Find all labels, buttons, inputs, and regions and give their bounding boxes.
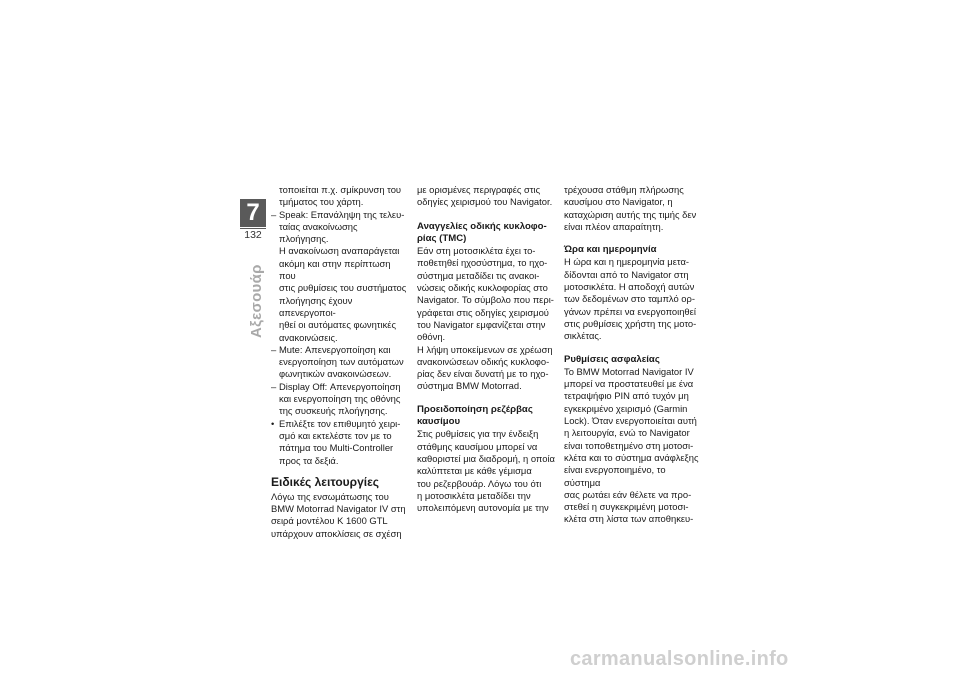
- text-line: υπολειπόμενη αυτονομία με την: [417, 502, 549, 514]
- text-line: φωνητικών ανακοινώσεων.: [279, 368, 392, 380]
- text-line: η λειτουργία, ενώ το Navigator: [564, 427, 690, 439]
- continuation-text: [271, 184, 409, 209]
- text-line: ποθετηθεί ηχοσύστημα, το ηχο-: [417, 257, 548, 269]
- text-line: σμό και εκτελέστε τον με το: [279, 429, 392, 441]
- text-line: στις ρυθμίσεις χρήστη της μοτο-: [564, 317, 697, 329]
- text-line: ακόμη και στην περίπτωση που: [279, 257, 391, 282]
- text-line: με ορισμένες περιγραφές στις: [417, 184, 541, 195]
- text-line: καυσίμου στο Navigator, η: [564, 196, 673, 208]
- continuation-text: [564, 184, 702, 233]
- text-line: των δεδομένων στο ταμπλό ορ-: [564, 293, 695, 305]
- tmc-text-2: [417, 344, 555, 393]
- list-marker: –: [271, 343, 277, 355]
- text-line: καλύπτεται με κάθε γέμισμα: [417, 465, 532, 477]
- text-line: στις ρυθμίσεις του συστήματος: [279, 282, 407, 294]
- text-line: Στις ρυθμίσεις για την ένδειξη: [417, 428, 539, 440]
- text-line: οδηγίες χειρισμού του Navigator.: [417, 196, 553, 208]
- text-line: σύστημα μεταδίδει τις ανακοι-: [417, 269, 540, 281]
- text-line: εγκεκριμένο χειρισμό (Garmin: [564, 402, 688, 414]
- list-marker: –: [271, 208, 277, 220]
- text-line: οθόνη.: [417, 331, 446, 343]
- text-line: είναι τοποθετημένο στη μοτοσι-: [564, 439, 694, 451]
- text-line: σικλέτας.: [564, 330, 602, 342]
- list-item: [271, 418, 409, 467]
- text-line: του Navigator εμφανίζεται στην: [417, 318, 546, 330]
- text-line: Speak: Επανάληψη της τελευ-: [279, 208, 405, 220]
- text-line: Navigator. Το σύμβολο που περι-: [417, 294, 554, 306]
- list-marker: •: [271, 417, 275, 429]
- text-line: Mute: Απενεργοποίηση και: [279, 343, 391, 355]
- heading-time-date: Ώρα και ημερομηνία: [564, 244, 657, 256]
- column-1: [271, 184, 409, 540]
- special-functions-text: [271, 491, 409, 540]
- text-line: ρίας δεν είναι δυνατή με το ηχο-: [417, 368, 549, 380]
- text-line: και ενεργοποίηση της οθόνης: [279, 393, 401, 405]
- text-line: καταχώριση αυτής της τιμής δεν: [564, 208, 697, 220]
- text-line: πάτημα του Multi-Controller: [279, 442, 394, 454]
- text-line: τρέχουσα στάθμη πλήρωσης: [564, 184, 684, 195]
- list-item: [271, 381, 409, 418]
- continuation-text: [417, 184, 555, 209]
- list-item: [271, 344, 409, 381]
- text-line: κλέτα στη λίστα των αποθηκευ-: [564, 513, 694, 525]
- text-line: προς τα δεξιά.: [279, 454, 339, 466]
- text-line: μοτοσικλέτα. Η αποδοχή αυτών: [564, 281, 695, 293]
- list-marker: –: [271, 380, 277, 392]
- heading-traffic-tmc: [417, 221, 555, 246]
- text-line: μπορεί να προστατευθεί με ένα: [564, 378, 694, 390]
- time-date-text: [564, 256, 702, 342]
- option-list: [271, 209, 409, 467]
- text-line: Λόγω της ενσωμάτωσης του: [271, 490, 389, 502]
- text-line: Αναγγελίες οδικής κυκλοφο-: [417, 220, 547, 232]
- column-3: [564, 184, 702, 526]
- text-line: στάθμης καυσίμου μπορεί να: [417, 440, 538, 452]
- fuel-text: [417, 428, 555, 514]
- text-line: στεθεί η συγκεκριμένη μοτοσι-: [564, 501, 689, 513]
- column-2: [417, 184, 555, 514]
- text-line: ρίας (TMC): [417, 232, 467, 244]
- text-line: γράφεται στις οδηγίες χειρισμού: [417, 306, 549, 318]
- chapter-title: Αξεσουάρ: [248, 264, 265, 338]
- text-line: της συσκευής πλοήγησης.: [279, 405, 388, 417]
- list-item: [271, 209, 409, 344]
- text-line: ενεργοποίηση των αυτόματων: [279, 356, 404, 368]
- heading-fuel-warning: [417, 404, 555, 429]
- section-heading-special-functions: Ειδικές λειτουργίες: [271, 474, 380, 489]
- text-line: BMW Motorrad Navigator IV στη: [271, 503, 406, 515]
- text-line: Η ανακοίνωση αναπαράγεται: [279, 245, 400, 257]
- security-text: [564, 366, 702, 526]
- chapter-number: 7: [240, 199, 266, 227]
- text-line: ανακοινώσεων οδικής κυκλοφο-: [417, 355, 550, 367]
- watermark: carmanualsonline.info: [570, 648, 789, 670]
- text-line: Το BMW Motorrad Navigator IV: [564, 365, 694, 377]
- text-line: είναι πλέον απαραίτητη.: [564, 220, 664, 232]
- tmc-text-1: [417, 245, 555, 343]
- text-line: η μοτοσικλέτα μεταδίδει την: [417, 489, 531, 501]
- heading-security-settings: Ρυθμίσεις ασφαλείας: [564, 353, 660, 365]
- text-line: κλέτα και το σύστημα ανάφλεξης: [564, 451, 699, 463]
- text-line: του ρεζερβουάρ. Λόγω του ότι: [417, 477, 542, 489]
- text-line: Display Off: Απενεργοποίηση: [279, 380, 401, 392]
- text-line: ανακοινώσεις.: [279, 331, 338, 343]
- text-line: ηθεί οι αυτόματες φωνητικές: [279, 319, 396, 331]
- text-line: τετραψήφιο PIN από τυχόν μη: [564, 390, 689, 402]
- text-line: Η λήψη υποκείμενων σε χρέωση: [417, 343, 553, 355]
- text-line: καυσίμου: [417, 416, 461, 428]
- text-line: γάνων πρέπει να ενεργοποιηθεί: [564, 305, 696, 317]
- text-line: υπάρχουν αποκλίσεις σε σχέση: [271, 527, 402, 539]
- text-line: τοποιείται π.χ. σμίκρυνση του: [279, 184, 402, 195]
- text-line: ταίας ανακοίνωσης πλοήγησης.: [279, 220, 358, 245]
- text-line: καθοριστεί μια διαδρομή, η οποία: [417, 452, 555, 464]
- text-line: δίδονται από το Navigator στη: [564, 268, 689, 280]
- text-line: Η ώρα και η ημερομηνία μετα-: [564, 256, 689, 268]
- text-line: Επιλέξτε τον επιθυμητό χειρι-: [279, 417, 401, 429]
- text-line: Εάν στη μοτοσικλέτα έχει το-: [417, 245, 536, 257]
- page-number: 132: [244, 229, 262, 241]
- text-line: σας ρωτάει εάν θέλετε να προ-: [564, 488, 692, 500]
- text-line: νώσεις οδικής κυκλοφορίας στο: [417, 282, 548, 294]
- text-line: σειρά μοντέλου K 1600 GTL: [271, 515, 388, 527]
- text-line: είναι ενεργοποιημένο, το σύστημα: [564, 464, 666, 488]
- text-line: πλοήγησης έχουν απενεργοποι-: [279, 294, 353, 318]
- text-line: σύστημα BMW Motorrad.: [417, 380, 522, 392]
- text-line: Lock). Όταν ενεργοποιείται αυτή: [564, 415, 697, 427]
- text-line: Προειδοποίηση ρεζέρβας: [417, 403, 533, 415]
- text-line: τμήματος του χάρτη.: [279, 196, 364, 208]
